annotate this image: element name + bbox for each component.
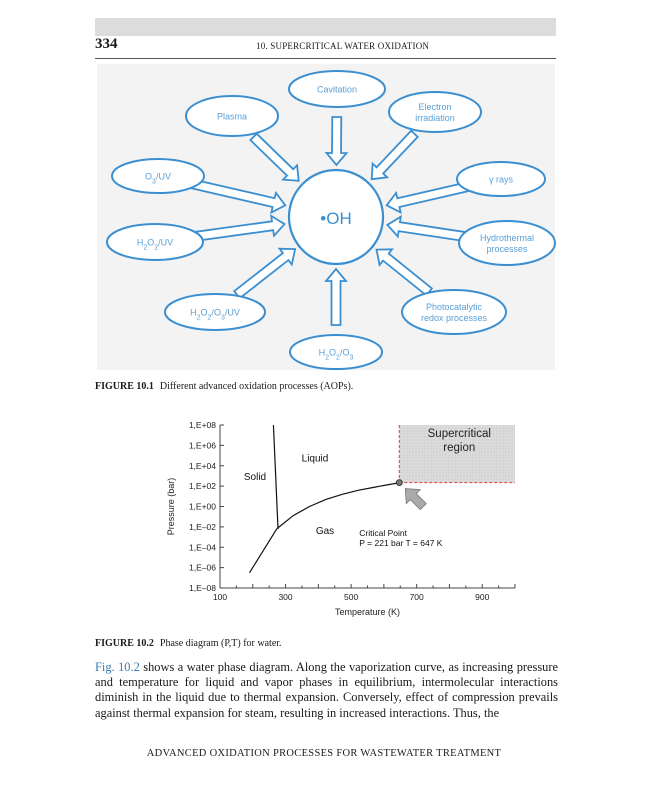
figure-phase-diagram — [160, 415, 520, 630]
body-paragraph — [95, 660, 558, 721]
bubble-label-h2o2uv: $H_2O_2/UV$ — [136, 237, 174, 251]
y-tick-label: 1,E–04 — [189, 542, 216, 553]
curve-melting-curve — [273, 425, 278, 529]
critical-point-label: P = 221 bar T = 647 K — [359, 537, 443, 548]
region-label-liquid: Liquid — [301, 453, 329, 465]
bubble-label-h2o2o3: $H_2O_2/O_3$ — [318, 347, 354, 361]
y-tick-label: 1,E+08 — [188, 420, 216, 430]
critical-point-arrow — [405, 489, 426, 510]
x-tick-label: 100 — [212, 592, 228, 602]
bubble-label-cavitation: Cavitation — [316, 84, 358, 95]
x-axis-label: Temperature (K) — [334, 607, 401, 617]
bubble-h2o2uv — [107, 224, 203, 260]
bubble-label-photocatalytic: redox processes — [420, 313, 488, 323]
bubble-label-gamma: γ rays — [488, 174, 514, 185]
page-footer: ADVANCED OXIDATION PROCESSES FOR WASTEWATER TREATMENT — [146, 748, 502, 759]
hydroxyl-radical-label: •OH — [320, 209, 352, 228]
bubble-hydrothermal — [459, 221, 555, 265]
bubble-label-o3uv: $O_3/UV$ — [145, 171, 171, 185]
figure2-caption — [95, 638, 282, 649]
x-tick-label: 500 — [344, 592, 359, 602]
region-label-gas: Gas — [315, 525, 335, 537]
bubble-label-h2o2o3uv: $H_2O_2/O_3/UV$ — [190, 307, 240, 321]
y-tick-label: 1,E–02 — [189, 521, 216, 532]
figure2-caption-text: Phase diagram (P,T) for water. — [159, 638, 282, 649]
x-tick-label: 900 — [475, 592, 490, 602]
bubble-label-hydrothermal: processes — [486, 244, 528, 254]
y-tick-label: 1,E+00 — [188, 501, 216, 512]
figure1-caption-text: Different advanced oxidation processes (AOPs). — [159, 381, 354, 392]
running-head: 10. SUPERCRITICAL WATER OXIDATION — [256, 41, 430, 51]
critical-point-marker — [396, 480, 402, 486]
bubble-label-plasma: Plasma — [216, 111, 248, 122]
figure1-caption-label: FIGURE 10.1 — [95, 381, 154, 392]
bubble-electron — [389, 92, 481, 132]
bubble-label-electron: Electron — [418, 102, 452, 112]
critical-point-label: Critical Point — [359, 527, 408, 538]
figure2-caption-label: FIGURE 10.2 — [95, 638, 154, 649]
y-tick-label: 1,E+02 — [188, 481, 216, 492]
page-number: 334 — [95, 36, 118, 52]
x-tick-label: 700 — [409, 592, 424, 602]
y-tick-label: 1,E+06 — [188, 440, 216, 451]
curve-sublimation-curve — [250, 529, 277, 573]
figure-aop-diagram — [95, 62, 557, 372]
y-tick-label: 1,E–06 — [189, 562, 216, 573]
header-rule — [95, 58, 556, 59]
curve-vaporization-curve — [277, 483, 400, 529]
supercritical-label: region — [443, 442, 476, 455]
body-paragraph-text: shows a water phase diagram. Along the vaporization curve, as increasing pressure and temperature for liquid and vapor phases in equilibrium, intermolecular interactions diminish in the liquid due to thermal expansion. Conversely, effect of compression prevails against thermal expansion for steam, resulting in increased interactions. Thus, the — [95, 660, 558, 720]
region-label-solid: Solid — [243, 471, 267, 483]
bubble-label-electron: irradiation — [415, 113, 455, 123]
y-axis-label: Pressure (bar) — [166, 477, 176, 536]
figure-reference-link[interactable]: Fig. 10.2 — [95, 660, 140, 674]
x-tick-label: 300 — [278, 592, 293, 602]
header-bar — [95, 18, 556, 36]
y-tick-label: 1,E+04 — [188, 460, 216, 471]
y-tick-label: 1,E–08 — [189, 583, 216, 593]
bubble-label-photocatalytic: Photocatalytic — [425, 302, 483, 312]
supercritical-label: Supercritical — [427, 428, 491, 441]
figure1-caption — [95, 381, 353, 392]
bubble-photocatalytic — [402, 290, 506, 334]
bubble-label-hydrothermal: Hydrothermal — [479, 233, 535, 243]
